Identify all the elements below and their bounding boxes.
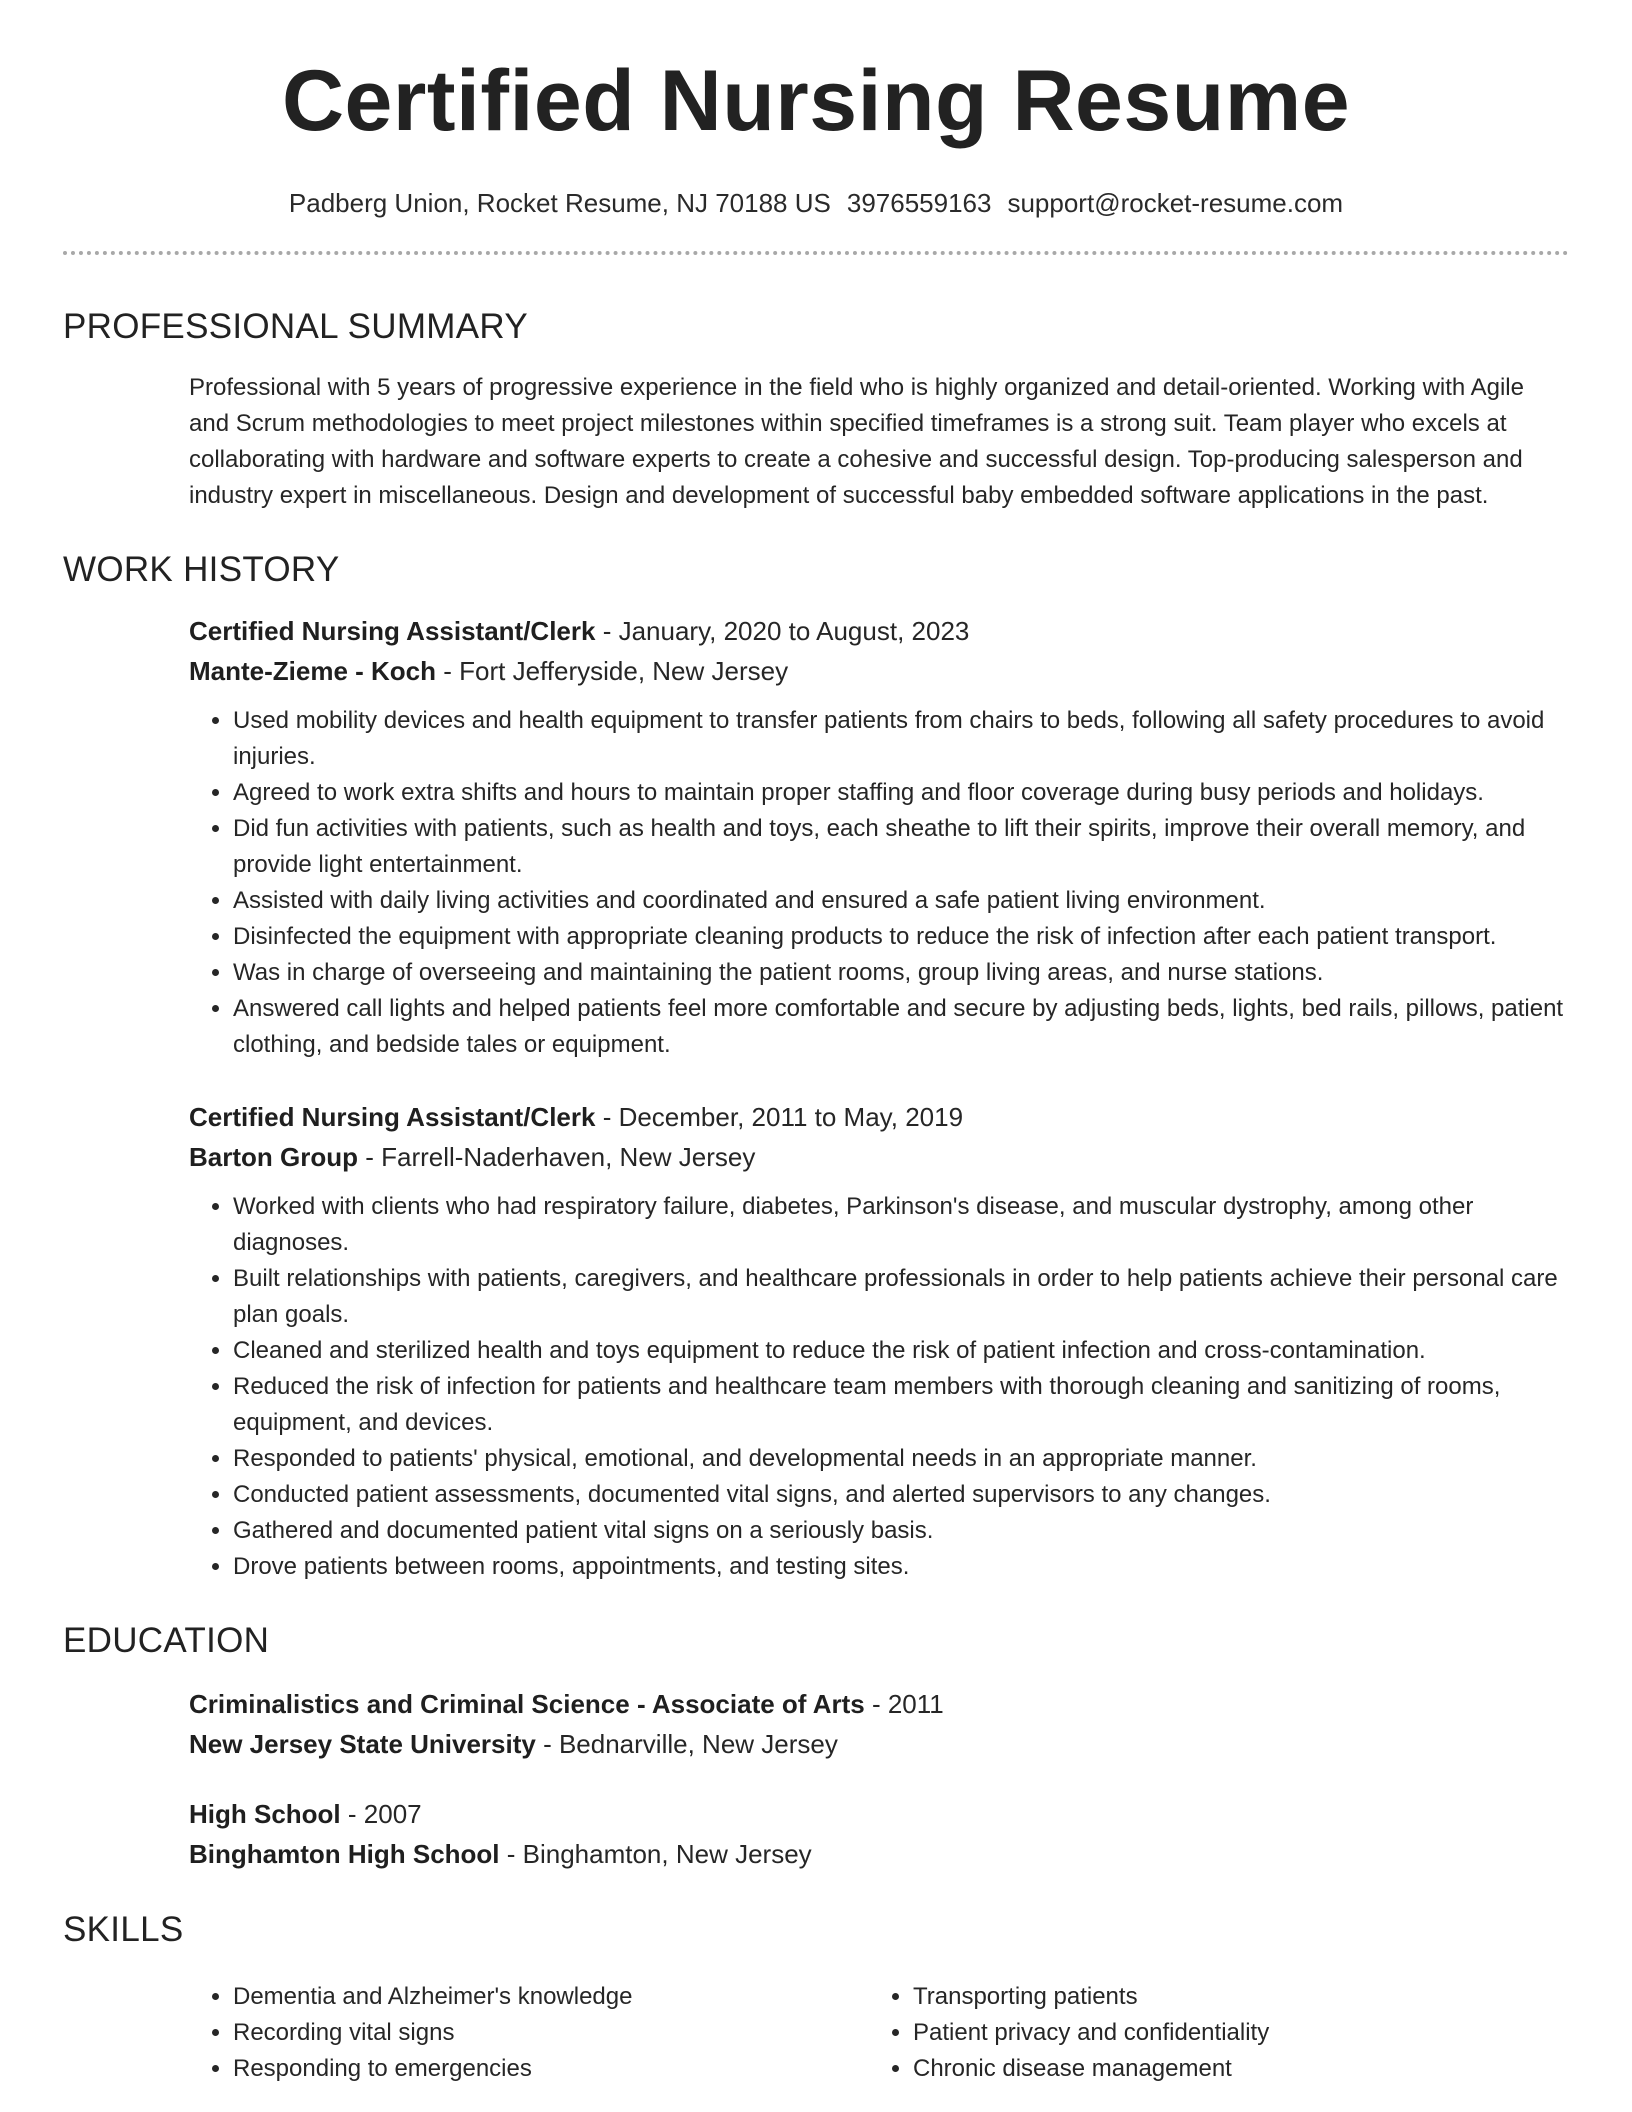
skill-item: • Transporting patients bbox=[913, 1979, 1549, 2015]
skill-item: • Chronic disease management bbox=[913, 2051, 1549, 2087]
job-bullet: • Was in charge of overseeing and maintaining the patient rooms, group living areas, and nurse stations. bbox=[233, 955, 1569, 991]
job-dates: - January, 2020 to August, 2023 bbox=[595, 616, 970, 647]
education-school-line bbox=[189, 1724, 1569, 1764]
contact-address: Padberg Union, Rocket Resume, NJ 70188 US bbox=[288, 188, 831, 218]
education-degree-line bbox=[189, 1684, 1569, 1724]
header-divider bbox=[63, 251, 1569, 255]
education-location: - Binghamton, New Jersey bbox=[499, 1839, 812, 1870]
education-location: - Bednarville, New Jersey bbox=[535, 1729, 838, 1760]
skills-heading: SKILLS bbox=[63, 1910, 184, 1950]
job-company-line bbox=[189, 1137, 1569, 1177]
education-school-line bbox=[189, 1834, 1569, 1874]
contact-line bbox=[63, 188, 1569, 219]
job-bullet: • Agreed to work extra shifts and hours to maintain proper staffing and floor coverage during busy periods and holidays. bbox=[233, 775, 1569, 811]
education-school: New Jersey State University bbox=[189, 1729, 536, 1760]
job-company: Barton Group bbox=[189, 1142, 358, 1173]
job-bullet: • Worked with clients who had respiratory failure, diabetes, Parkinson's disease, and muscular dystrophy, among other diagnoses. bbox=[233, 1189, 1569, 1261]
skill-item: • Dementia and Alzheimer's knowledge bbox=[233, 1979, 869, 2015]
job-entry bbox=[189, 611, 1569, 1063]
job-bullet: • Built relationships with patients, caregivers, and healthcare professionals in order to help patients achieve their personal care plan goals. bbox=[233, 1261, 1569, 1333]
job-bullet: • Did fun activities with patients, such as health and toys, each sheathe to lift their spirits, improve their overall memory, and provide light entertainment. bbox=[233, 811, 1569, 883]
job-bullets bbox=[189, 1189, 1569, 1585]
job-bullet: • Disinfected the equipment with appropriate cleaning products to reduce the risk of infection after each patient transport. bbox=[233, 919, 1569, 955]
job-location: - Farrell-Naderhaven, New Jersey bbox=[358, 1142, 756, 1173]
contact-phone: 3976559163 bbox=[846, 188, 992, 218]
job-title: Certified Nursing Assistant/Clerk bbox=[189, 616, 596, 647]
education-degree-line bbox=[189, 1794, 1569, 1834]
job-bullets bbox=[189, 703, 1569, 1063]
skills-column-left bbox=[189, 1979, 869, 2087]
resume-title: Certified Nursing Resume bbox=[281, 53, 1351, 149]
job-bullet: • Used mobility devices and health equipment to transfer patients from chairs to beds, following all safety procedures to avoid injuries. bbox=[233, 703, 1569, 775]
skill-item: • Patient privacy and confidentiality bbox=[913, 2015, 1549, 2051]
job-bullet: • Answered call lights and helped patients feel more comfortable and secure by adjusting beds, lights, bed rails, pillows, patient clothing, and bedside tales or equipment. bbox=[233, 991, 1569, 1063]
job-bullet: • Drove patients between rooms, appointments, and testing sites. bbox=[233, 1549, 1569, 1585]
education-entry bbox=[189, 1794, 1569, 1874]
education-school: Binghamton High School bbox=[189, 1839, 500, 1870]
education-year: - 2011 bbox=[864, 1689, 944, 1720]
skill-item: • Recording vital signs bbox=[233, 2015, 869, 2051]
job-dates: - December, 2011 to May, 2019 bbox=[595, 1102, 964, 1133]
education-degree: High School bbox=[189, 1799, 341, 1830]
education-entry bbox=[189, 1684, 1569, 1764]
summary-heading: PROFESSIONAL SUMMARY bbox=[63, 307, 528, 347]
job-location: - Fort Jefferyside, New Jersey bbox=[436, 656, 789, 687]
job-company: Mante-Zieme - Koch bbox=[189, 656, 437, 687]
job-bullet: • Reduced the risk of infection for patients and healthcare team members with thorough cleaning and sanitizing of rooms, equipment, and devices. bbox=[233, 1369, 1569, 1441]
education-year: - 2007 bbox=[340, 1799, 422, 1830]
job-title-line bbox=[189, 1097, 1569, 1137]
summary-text: Professional with 5 years of progressive experience in the field who is highly organized and detail-oriented. Working with Agile and Scrum methodologies to meet project milestones within specified timeframes is a strong suit. Team player who excels at collaborating with hardware and software experts to create a cohesive and successful design. Top-producing salesperson and industry expert in miscellaneous. Design and development of successful baby embedded software applications in the past. bbox=[189, 374, 1524, 510]
education-degree: Criminalistics and Criminal Science - Associate of Arts bbox=[189, 1689, 865, 1720]
education-heading: EDUCATION bbox=[63, 1621, 270, 1661]
job-title: Certified Nursing Assistant/Clerk bbox=[189, 1102, 596, 1133]
skills-grid bbox=[189, 1979, 1569, 2087]
job-bullet: • Conducted patient assessments, documented vital signs, and alerted supervisors to any changes. bbox=[233, 1477, 1569, 1513]
job-bullet: • Cleaned and sterilized health and toys equipment to reduce the risk of patient infection and cross-contamination. bbox=[233, 1333, 1569, 1369]
work-history-heading: WORK HISTORY bbox=[63, 550, 340, 590]
contact-email: support@rocket-resume.com bbox=[1007, 188, 1344, 218]
job-bullet: • Responded to patients' physical, emotional, and developmental needs in an appropriate manner. bbox=[233, 1441, 1569, 1477]
job-entry bbox=[189, 1097, 1569, 1585]
job-company-line bbox=[189, 651, 1569, 691]
job-title-line bbox=[189, 611, 1569, 651]
job-bullet: • Assisted with daily living activities and coordinated and ensured a safe patient living environment. bbox=[233, 883, 1569, 919]
skills-column-right bbox=[869, 1979, 1549, 2087]
skill-item: • Responding to emergencies bbox=[233, 2051, 869, 2087]
job-bullet: • Gathered and documented patient vital signs on a seriously basis. bbox=[233, 1513, 1569, 1549]
